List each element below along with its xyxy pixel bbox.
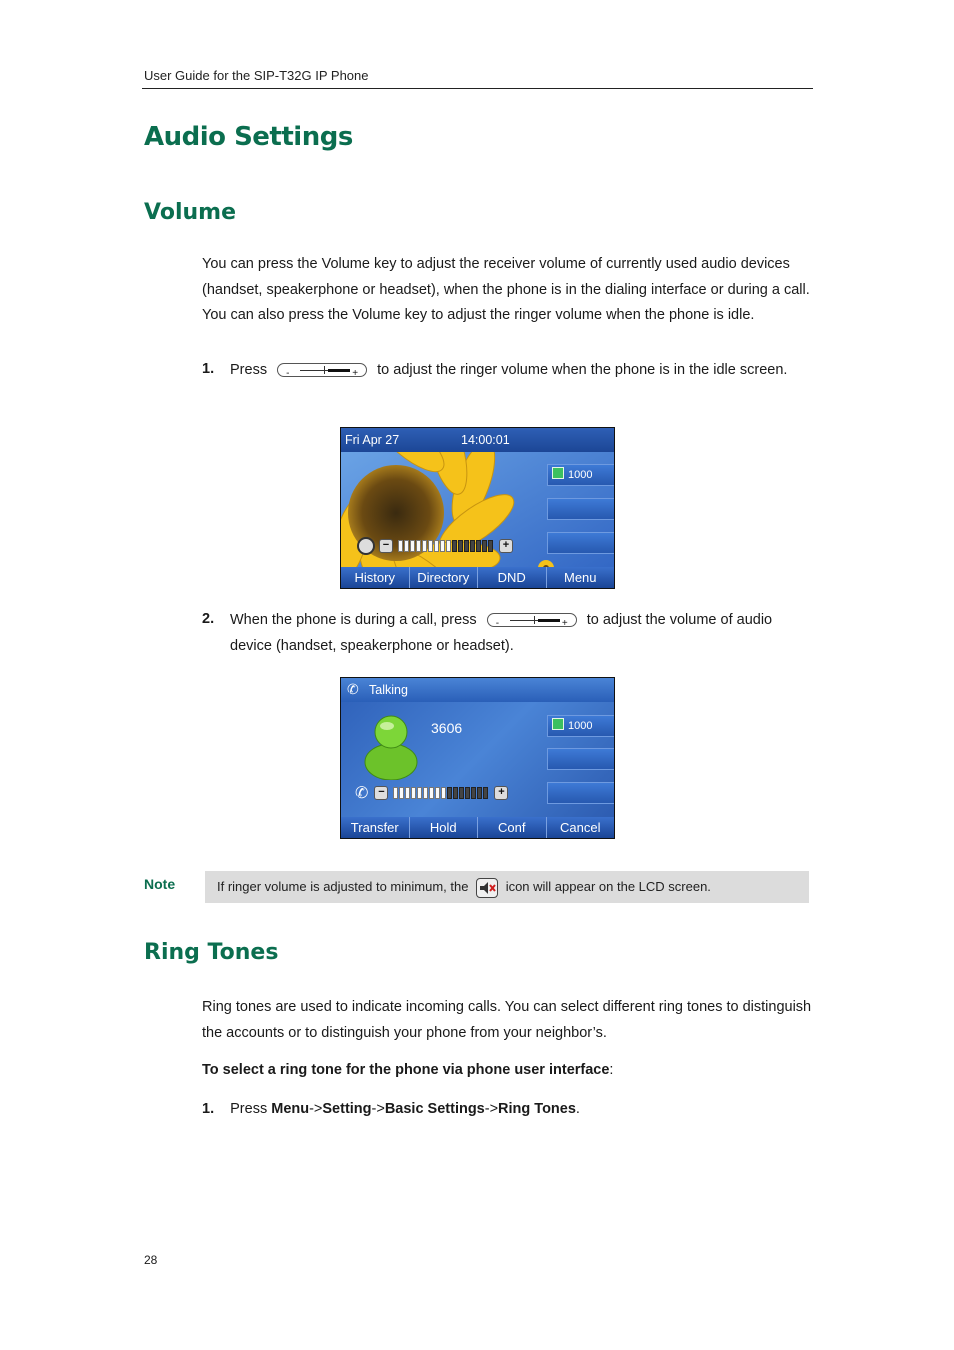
step-text-after: to adjust the ringer volume when the phone is in the idle screen. [377,362,788,378]
softkey-bar [341,567,614,588]
avatar-icon [361,710,421,780]
plus-icon: + [499,539,513,553]
account-number: 1000 [568,720,593,732]
account-icon [552,718,564,730]
minus-icon: − [379,539,393,553]
call-status: Talking [369,683,408,697]
note-text-after: icon will appear on the LCD screen. [505,879,711,894]
account-icon [552,467,564,479]
account-number: 1000 [568,469,593,481]
softkey-dnd: DND [477,567,546,588]
volume-step-2 [202,608,814,659]
line-key-empty [547,532,615,554]
path-separator: -> [309,1101,323,1117]
note-box [205,871,809,903]
ring-tones-intro: Ring tones are used to indicate incoming calls. You can select different ring tones to distinguish the accounts or to distinguish your phone from your neighbor’s. [202,999,812,1041]
softkey-menu: Menu [546,567,615,588]
step-number: 1. [202,1101,215,1117]
note-text-before: If ringer volume is adjusted to minimum, the [217,879,469,894]
line-key-empty [547,782,615,804]
section-heading-ring-tones: Ring Tones [144,940,279,965]
softkey-directory: Directory [409,567,478,588]
ring-tones-instruction [202,1062,613,1078]
step-text-before: When the phone is during a call, press [230,612,477,628]
time-label: 14:00:01 [461,433,510,447]
caller-number: 3606 [431,720,463,736]
page-title: Audio Settings [144,122,353,152]
phone-screen-talking [340,677,615,839]
softkey-history: History [341,567,409,588]
phone-screen-idle [340,427,615,589]
plus-icon: + [494,786,508,800]
line-key-empty [547,748,615,770]
header-rule [142,88,813,89]
volume-step-1 [202,358,814,384]
path-separator: -> [484,1101,499,1117]
volume-intro: You can press the Volume key to adjust the receiver volume of currently used audio devices (handset, speakerphone or headset), when the phone is in the dialing interface or during a call. You can also press the Volume key to adjust the ringer volume when the phone is idle. [202,256,810,323]
softkey-transfer: Transfer [341,817,409,838]
path-separator: -> [371,1101,385,1117]
menu-path-basic-settings: Basic Settings [384,1101,485,1117]
softkey-bar [341,817,614,838]
mute-icon [476,878,498,898]
section-heading-volume: Volume [144,200,236,225]
status-bar [341,428,614,452]
volume-key-icon: - + [277,363,367,377]
step-number: 2. [202,611,215,627]
path-end: . [575,1101,580,1117]
account-key [547,715,615,737]
ring-tones-step-1 [202,1097,580,1123]
account-key [547,464,615,486]
instruction-text: To select a ring tone for the phone via phone user interface [202,1062,610,1078]
speaker-icon [357,537,375,555]
press-text: Press [230,1101,268,1117]
softkey-cancel: Cancel [546,817,615,838]
line-key-empty [547,498,615,520]
softkey-conf: Conf [477,817,546,838]
instruction-suffix: : [609,1062,614,1078]
page-number: 28 [144,1253,158,1267]
status-bar [341,678,614,702]
softkey-hold: Hold [409,817,478,838]
running-header: User Guide for the SIP-T32G IP Phone [144,68,369,83]
step-text-before: Press [230,362,268,378]
handset-icon: ✆ [355,785,369,802]
date-label: Fri Apr 27 [345,433,400,447]
minus-icon: − [374,786,388,800]
menu-path-menu: Menu [271,1101,310,1117]
note-label: Note [144,876,176,892]
handset-icon: ✆ [347,681,359,697]
step-number: 1. [202,361,215,377]
volume-bar [355,786,508,800]
volume-bar [357,539,513,553]
menu-path-ring-tones: Ring Tones [498,1101,576,1117]
menu-path-setting: Setting [322,1101,372,1117]
volume-key-icon: - + [487,613,577,627]
step-text-after: to adjust the volume of audio device (handset, speakerphone or headset). [230,612,773,654]
